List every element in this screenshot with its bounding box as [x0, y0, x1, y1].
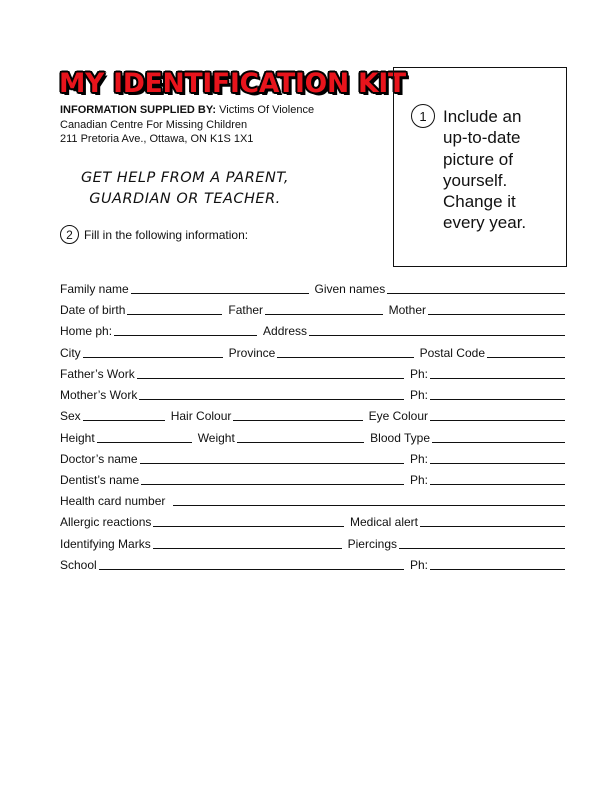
row-dentist — [60, 470, 565, 488]
allergic-reactions-label: Allergic reactions — [60, 515, 152, 529]
doctors-name-field[interactable] — [140, 462, 404, 464]
city-label: City — [60, 346, 81, 360]
row-names — [60, 279, 565, 297]
identifying-marks-label: Identifying Marks — [60, 537, 151, 551]
medical-alert-label: Medical alert — [349, 515, 418, 529]
help-line-2: GUARDIAN OR TEACHER. — [89, 191, 281, 207]
step-2-instruction — [60, 225, 248, 244]
family-name-label: Family name — [60, 282, 129, 296]
identifying-marks-field[interactable] — [153, 547, 342, 549]
school-phone-field[interactable] — [430, 568, 565, 570]
photo-instruction-line: Include an — [443, 107, 522, 126]
photo-instruction-line: yourself. — [443, 170, 508, 190]
home-phone-label: Home ph: — [60, 324, 113, 338]
piercings-label: Piercings — [347, 537, 397, 551]
row-city — [60, 343, 565, 361]
home-phone-field[interactable] — [114, 334, 257, 336]
photo-instruction-line: every year. — [443, 213, 527, 233]
doctor-phone-field[interactable] — [430, 462, 565, 464]
photo-box[interactable] — [393, 67, 567, 267]
mother-label: Mother — [388, 303, 426, 317]
height-label: Height — [60, 431, 95, 445]
allergic-reactions-field[interactable] — [153, 525, 344, 527]
fathers-work-phone-field[interactable] — [430, 377, 565, 379]
sex-field[interactable] — [83, 419, 165, 421]
dentist-phone-field[interactable] — [430, 483, 565, 485]
info-org-2: Canadian Centre For Missing Children — [60, 118, 248, 131]
info-supplied-by — [60, 103, 314, 147]
doctors-name-label: Doctor’s name — [60, 452, 138, 466]
hair-colour-label: Hair Colour — [170, 409, 232, 423]
doctor-phone-label: Ph: — [409, 452, 428, 466]
row-phone-address — [60, 321, 565, 339]
height-field[interactable] — [97, 441, 192, 443]
weight-field[interactable] — [237, 441, 364, 443]
fathers-work-phone-label: Ph: — [409, 367, 428, 381]
photo-instruction-line: up-to-date — [443, 128, 521, 148]
row-doctor — [60, 449, 565, 467]
school-phone-label: Ph: — [409, 558, 428, 572]
province-field[interactable] — [277, 356, 413, 358]
row-mothers-work — [60, 385, 565, 403]
hair-colour-field[interactable] — [233, 419, 362, 421]
address-label: Address — [263, 324, 308, 338]
postal-code-field[interactable] — [487, 356, 565, 358]
family-name-field[interactable] — [131, 292, 309, 294]
date-of-birth-label: Date of birth — [60, 303, 126, 317]
mothers-work-field[interactable] — [139, 398, 404, 400]
help-note — [60, 168, 310, 210]
school-field[interactable] — [99, 568, 404, 570]
row-fathers-work — [60, 364, 565, 382]
school-label: School — [60, 558, 97, 572]
sex-label: Sex — [60, 409, 81, 423]
given-names-field[interactable] — [387, 292, 565, 294]
province-label: Province — [228, 346, 276, 360]
row-school — [60, 555, 565, 573]
health-card-label: Health card number — [60, 494, 166, 508]
health-card-field[interactable] — [173, 504, 565, 506]
row-marks — [60, 534, 565, 552]
city-field[interactable] — [83, 356, 223, 358]
row-sex-hair-eyes — [60, 406, 565, 424]
father-label: Father — [228, 303, 264, 317]
mother-field[interactable] — [428, 313, 565, 315]
medical-alert-field[interactable] — [420, 525, 565, 527]
info-address: 211 Pretoria Ave., Ottawa, ON K1S 1X1 — [60, 133, 254, 145]
info-label: INFORMATION SUPPLIED BY: — [60, 104, 217, 116]
given-names-label: Given names — [314, 282, 386, 296]
row-height-weight-blood — [60, 428, 565, 446]
mothers-work-phone-label: Ph: — [409, 388, 428, 402]
fathers-work-field[interactable] — [137, 377, 404, 379]
father-field[interactable] — [265, 313, 383, 315]
address-field[interactable] — [309, 334, 565, 336]
mothers-work-phone-field[interactable] — [430, 398, 565, 400]
page-title: MY IDENTIFICATION KIT — [59, 67, 406, 99]
step-1-number: 1 — [411, 104, 435, 128]
dentist-phone-label: Ph: — [409, 473, 428, 487]
photo-instruction-line: Change it — [443, 192, 516, 212]
info-org-1: Victims Of Violence — [219, 104, 315, 116]
mothers-work-label: Mother’s Work — [60, 388, 138, 402]
postal-code-label: Postal Code — [419, 346, 485, 360]
blood-type-label: Blood Type — [370, 431, 430, 445]
fathers-work-label: Father’s Work — [60, 367, 135, 381]
photo-instruction-line: picture of — [443, 149, 513, 169]
blood-type-field[interactable] — [432, 441, 565, 443]
step-2-text: Fill in the following information: — [84, 227, 249, 242]
dentists-name-label: Dentist’s name — [60, 473, 140, 487]
weight-label: Weight — [197, 431, 235, 445]
row-birth-parents — [60, 300, 565, 318]
dentists-name-field[interactable] — [141, 483, 404, 485]
photo-instruction — [443, 106, 561, 234]
piercings-field[interactable] — [399, 547, 565, 549]
row-allergies — [60, 512, 565, 530]
row-health-card — [60, 491, 565, 509]
date-of-birth-field[interactable] — [127, 313, 222, 315]
step-2-number: 2 — [60, 225, 79, 244]
help-line-1: GET HELP FROM A PARENT, — [80, 170, 290, 186]
eye-colour-field[interactable] — [430, 419, 565, 421]
eye-colour-label: Eye Colour — [368, 409, 428, 423]
